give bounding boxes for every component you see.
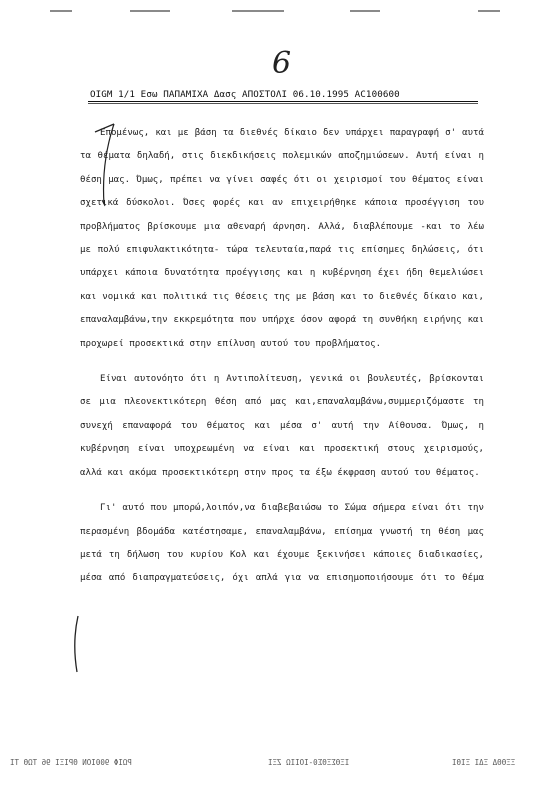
text-line: περασμένη βδομάδα κατέστησαμε, επαναλαμβάνω, επίσημα γνωστή τη θέση μας (80, 526, 484, 537)
paragraph-3 (80, 497, 484, 591)
text-line: και νομικά και πολιτικά τις θέσεις της με βάση και το διεθνές δίκαιο και, (80, 291, 484, 302)
text-line: τα θέματα δηλαδή, στις διεκδικήσεις πολεμικών αποζημιώσεων. Αυτή είναι η (80, 151, 484, 162)
text-line: σε μια πλεονεκτικότερη θέση από μας και,επαναλαμβάνω,συμμεριζόμαστε τη (80, 397, 484, 408)
text-line: συνεχή επαναφορά του θέματος και μέσα σ' αυτή την Αίθουσα. Όμως, η (80, 420, 484, 431)
header-underline (88, 101, 478, 102)
text-line: κυβέρνηση είναι υποχρεωμένη να είναι και προσεκτική στους χειρισμούς, (80, 444, 484, 455)
header-underline-secondary (88, 103, 478, 104)
fax-footer-right: ΞΞΘΘΔ ΞΔΙ ΞΙΘΙ (452, 758, 516, 767)
text-line: μέσα από διαπραγματεύσεις, όχι απλά για να επισημοποιήσουμε ότι το θέμα (80, 573, 484, 584)
text-line: θέση μας. Όμως, πρέπει να γίνει σαφές ότι οι χειρισμοί του θέματος είναι (80, 174, 484, 185)
paragraph-1 (80, 122, 484, 356)
text-line: υπάρχει κάποια δυνατότητα προέγγισης και η κυβέρνηση έχει ήδη θεμελιώσει (80, 268, 484, 279)
page-number: 6 (272, 46, 292, 81)
text-line: Είναι αυτονόητο ότι η Αντιπολίτευση, γενικά οι βουλευτές, βρίσκονται (100, 374, 484, 385)
text-line: σχετικά δύσκολοι. Όσες φορές και αν επιχειρήθηκε κάποια προσέγγιση του (80, 198, 484, 209)
text-line: αλλά και ακόμα προσεκτικότερη στην προς τα έξω έκφραση αυτού του θέματος. (80, 467, 480, 478)
text-line: προχωρεί προσεκτικά στην επίλυση αυτού του προβλήματος. (80, 338, 382, 349)
document-body (80, 122, 484, 591)
fax-footer-center: ΙΞΘΣΞΘΣ0-ΙΟΙΙΩ ΖΞΙ (268, 758, 350, 767)
margin-bracket-mark-icon (68, 614, 82, 674)
text-line: επαναλαμβάνω,την εκκρεμότητα που υπήρχε όσον αφορά τη συνθήκη ειρήνης και (80, 315, 484, 326)
text-line: Επομένως, και με βάση τα διεθνές δίκαιο δεν υπάρχει παραγραφή σ' αυτά (100, 128, 484, 138)
text-line: με πολύ επιφυλακτικότητα- τώρα τελευταία,παρά τις επίσημες δηλώσεις, ότι (80, 245, 484, 256)
paragraph-2 (80, 368, 484, 485)
scan-top-marks (0, 6, 550, 16)
fax-footer (0, 758, 550, 772)
document-header: OIGM 1/1 Εσω ΠΑΠΑΜΙΧΑ Δασς ΑΠΟΣΤΟΛΙ 06.10.1995 AC100600 (90, 89, 400, 100)
text-line: προβλήματος βρίσκουμε μια αθεναρή άρνηση. Αλλά, διαβλέπουμε -και το λέω (80, 221, 484, 232)
text-line: Γι' αυτό που μπορώ,λοιπόν,να διαβεβαιώσω το Σώμα σήμερα είναι ότι την (100, 503, 484, 514)
text-line: μετά τη δήλωση του κυρίου Κολ και έχουμε ξεκινήσει κάποιες διαδικασίες, (80, 549, 484, 560)
fax-footer-left: ΡΩΙΦ 900ΙΟΝ ΘΡΙΞΙ 96 ΤΩΘ ΤΙ (10, 758, 132, 767)
